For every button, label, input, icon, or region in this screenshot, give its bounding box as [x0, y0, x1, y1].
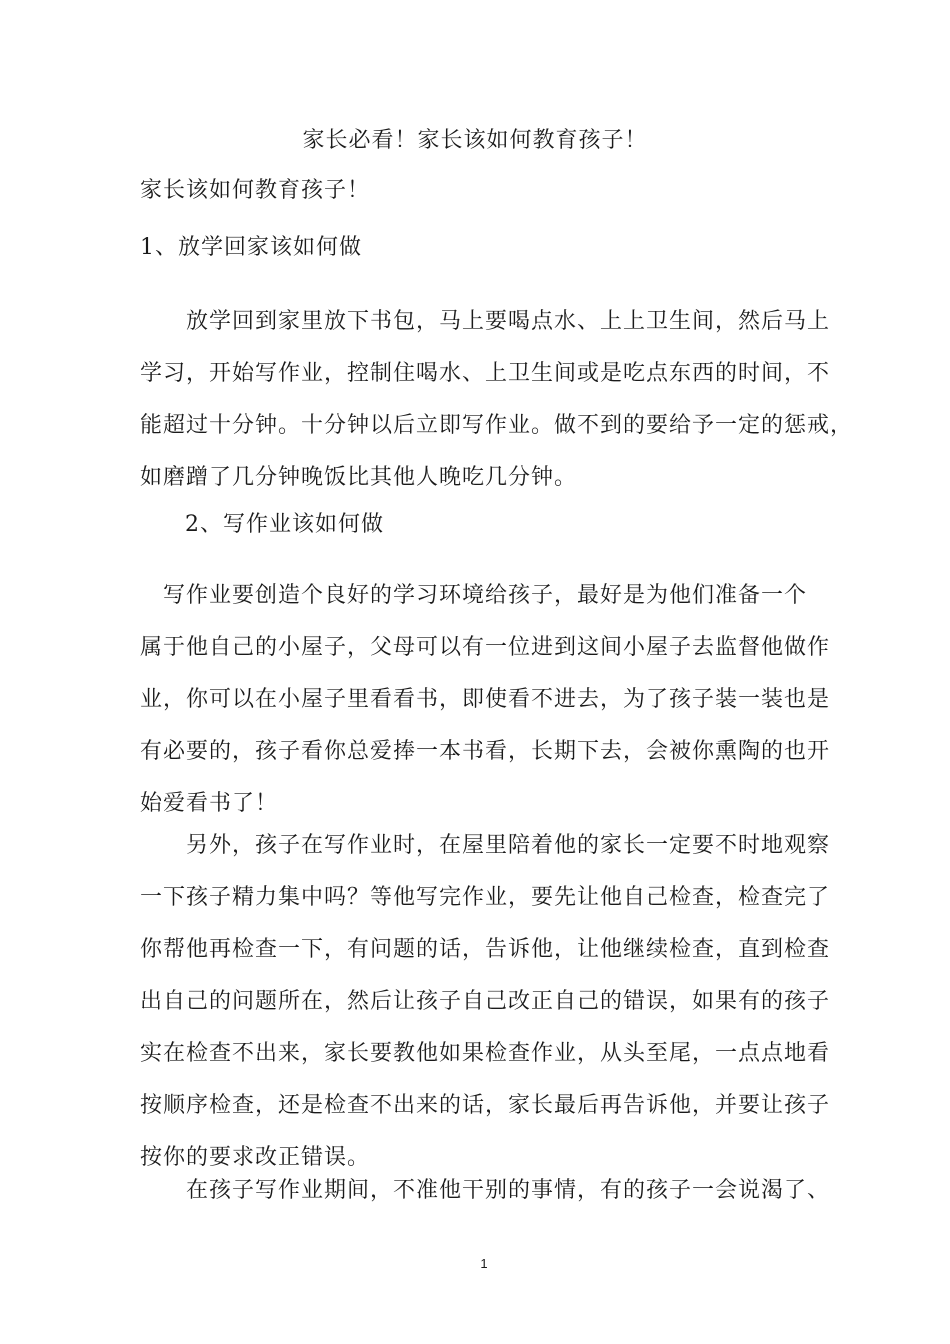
- section1-heading: 1、放学回家该如何做: [140, 235, 362, 260]
- paragraph-line: 能超过十分钟。十分钟以后立即写作业。做不到的要给予一定的惩戒，: [140, 413, 854, 438]
- page-number: 1: [480, 1256, 488, 1271]
- paragraph-line: 在孩子写作业期间，不准他干别的事情，有的孩子一会说渴了、: [140, 1178, 831, 1203]
- paragraph-line: 另外，孩子在写作业时，在屋里陪着他的家长一定要不时地观察: [140, 833, 831, 858]
- section2-heading: 2、写作业该如何做: [185, 512, 384, 537]
- paragraph-line: 有必要的，孩子看你总爱捧一本书看，长期下去，会被你熏陶的也开: [140, 739, 831, 764]
- paragraph-line: 出自己的问题所在，然后让孩子自己改正自己的错误，如果有的孩子: [140, 989, 831, 1014]
- section1-paragraph: [140, 296, 854, 504]
- paragraph-line: 按你的要求改正错误。: [140, 1145, 371, 1170]
- paragraph-line: 如磨蹭了几分钟晚饭比其他人晚吃几分钟。: [140, 465, 578, 490]
- paragraph-line: 写作业要创造个良好的学习环境给孩子，最好是为他们准备一个: [140, 583, 808, 608]
- paragraph-line: 你帮他再检查一下，有问题的话，告诉他，让他继续检查，直到检查: [140, 937, 831, 962]
- paragraph-line: 按顺序检查，还是检查不出来的话，家长最后再告诉他，并要让孩子: [140, 1093, 831, 1118]
- paragraph-line: 业，你可以在小屋子里看看书，即使看不进去，为了孩子装一装也是: [140, 687, 831, 712]
- section2-paragraph-1: [140, 570, 831, 830]
- document-subtitle: 家长该如何教育孩子！: [140, 178, 371, 203]
- paragraph-line: 实在检查不出来，家长要教他如果检查作业，从头至尾，一点点地看: [140, 1041, 831, 1066]
- document-title: 家长必看！家长该如何教育孩子！: [302, 128, 648, 153]
- paragraph-line: 属于他自己的小屋子，父母可以有一位进到这间小屋子去监督他做作: [140, 635, 831, 660]
- section2-paragraph-3: [140, 1165, 831, 1217]
- paragraph-line: 放学回到家里放下书包，马上要喝点水、上上卫生间，然后马上: [140, 309, 831, 334]
- paragraph-line: 始爱看书了！: [140, 791, 279, 816]
- section2-paragraph-2: [140, 820, 831, 1184]
- paragraph-line: 一下孩子精力集中吗？等他写完作业，要先让他自己检查，检查完了: [140, 885, 831, 910]
- paragraph-line: 学习，开始写作业，控制住喝水、上卫生间或是吃点东西的时间，不: [140, 361, 831, 386]
